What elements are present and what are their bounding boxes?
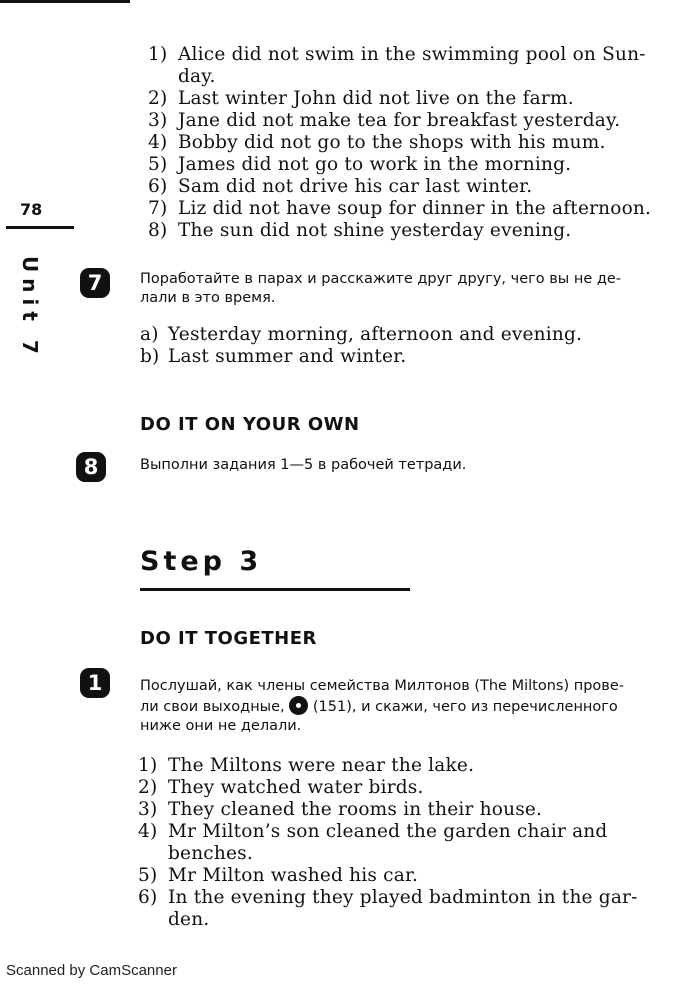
step-title: Step 3 [140, 546, 263, 577]
top-rule [0, 0, 130, 3]
list-item: 2) Last winter John did not live on the farm. [148, 88, 574, 109]
exercise-1-items [138, 755, 688, 931]
list-item: 6) In the evening they played badminton in the gar- [138, 887, 638, 908]
page-number-rule [6, 226, 74, 229]
list-item: 1) Alice did not swim in the swimming pool on Sun- [148, 44, 646, 65]
step-title-rule [140, 588, 410, 591]
section-heading-together: DO IT TOGETHER [140, 628, 317, 649]
list-item: 8) The sun did not shine yesterday evening. [148, 220, 572, 241]
exercise-8-badge: 8 [76, 452, 106, 482]
exercise-7-badge: 7 [80, 268, 110, 298]
list-item: 3) Jane did not make tea for breakfast yesterday. [148, 110, 621, 131]
list-item: 6) Sam did not drive his car last winter. [148, 176, 533, 197]
list-item: den. [168, 909, 210, 930]
list-item: 5) Mr Milton washed his car. [138, 865, 419, 886]
list-item: 4) Bobby did not go to the shops with his mum. [148, 132, 606, 153]
unit-label: Unit 7 [18, 256, 42, 360]
scanner-watermark: Scanned by CamScanner [6, 962, 177, 979]
list-item: 4) Mr Milton’s son cleaned the garden chair and [138, 821, 608, 842]
exercise-1-badge: 1 [80, 668, 110, 698]
exercise-8-instruction: Выполни задания 1—5 в рабочей тетради. [140, 457, 467, 473]
list-item: 7) Liz did not have soup for dinner in the afternoon. [148, 198, 652, 219]
page-number: 78 [20, 200, 43, 219]
exercise-7-instruction: Поработайте в парах и расскажите друг другу, чего вы не де- лали в это время. [140, 271, 622, 306]
list-item: a) Yesterday morning, afternoon and evening. [140, 324, 583, 345]
list-item: 5) James did not go to work in the morning. [148, 154, 572, 175]
list-item: 1) The Miltons were near the lake. [138, 755, 475, 776]
sentence-list-top [148, 44, 688, 242]
audio-cd-icon [289, 696, 308, 715]
list-item: benches. [168, 843, 253, 864]
list-item: 3) They cleaned the rooms in their house. [138, 799, 543, 820]
exercise-7-items [140, 324, 680, 368]
list-item: b) Last summer and winter. [140, 346, 407, 367]
list-item: 2) They watched water birds. [138, 777, 424, 798]
list-item: day. [178, 66, 216, 87]
section-heading-own: DO IT ON YOUR OWN [140, 414, 360, 435]
exercise-1-instruction: Послушай, как члены семейства Милтонов (The Miltons) прове- ли свои выходные, (151), и скажи, чего из перечисленного ниже они не делали. [140, 678, 624, 734]
